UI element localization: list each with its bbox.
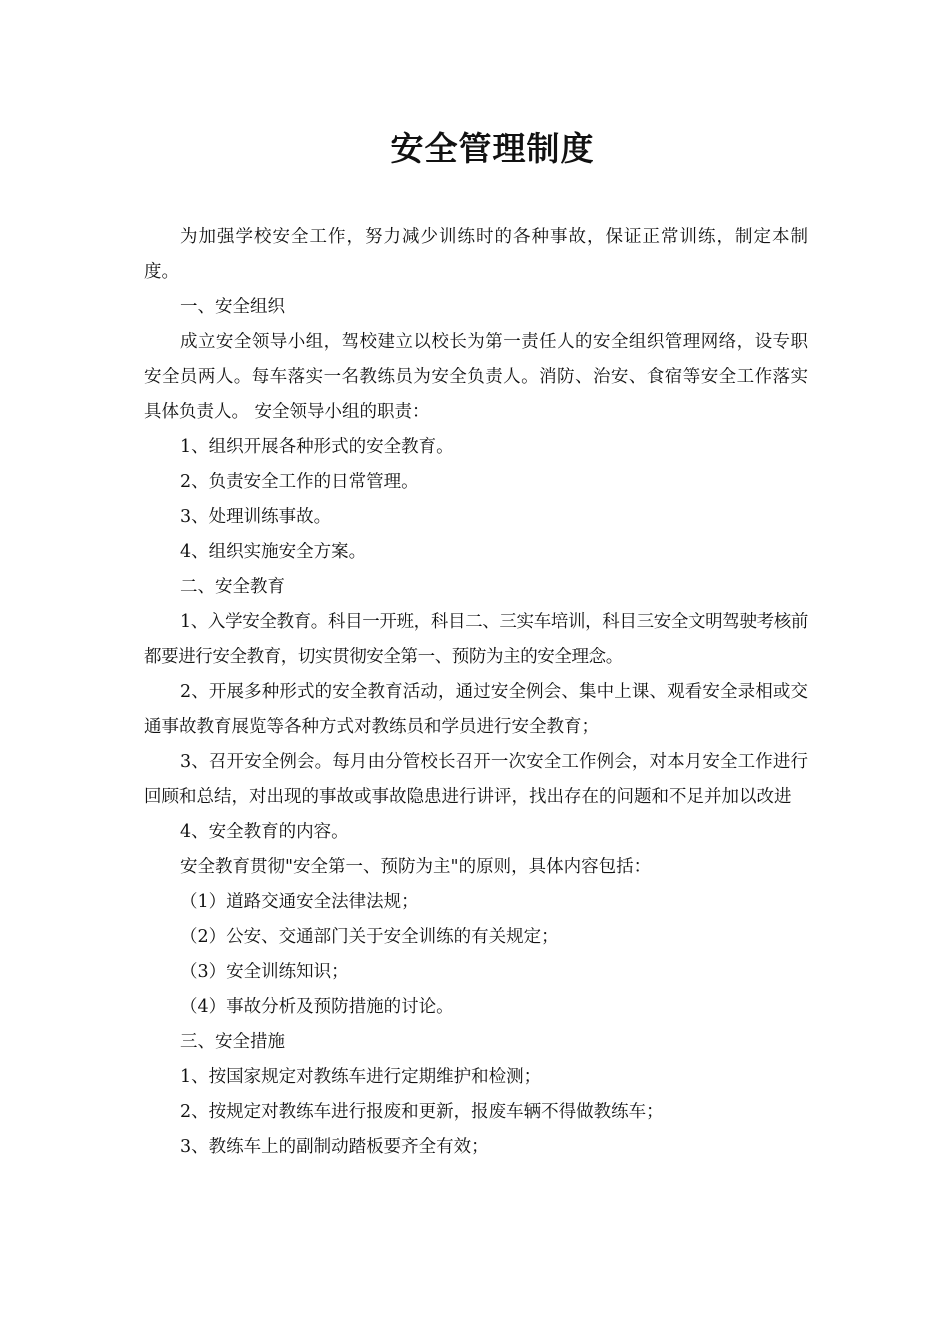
intro-paragraph: 为加强学校安全工作，努力减少训练时的各种事故，保证正常训练，制定本制度。: [144, 227, 808, 282]
education-content-intro: 安全教育贯彻"安全第一、预防为主"的原则，具体内容包括：: [180, 857, 652, 877]
list-item: 2、负责安全工作的日常管理。: [180, 472, 419, 492]
education-paragraph-2: 2、开展多种形式的安全教育活动，通过安全例会、集中上课、观看安全录相或交通事故教育展览等各种方式对教练员和学员进行安全教育；: [144, 682, 808, 737]
list-item: 4、组织实施安全方案。: [180, 542, 367, 562]
list-item: 3、教练车上的副制动踏板要齐全有效；: [180, 1137, 489, 1157]
education-paragraph-1: 1、入学安全教育。科目一开班，科目二、三实车培训，科目三安全文明驾驶考核前都要进行安全教育，切实贯彻安全第一、预防为主的安全理念。: [144, 612, 808, 667]
list-item: （3）安全训练知识；: [180, 962, 349, 982]
list-item: （4）事故分析及预防措施的讨论。: [180, 997, 454, 1017]
list-item: 1、按国家规定对教练车进行定期维护和检测；: [180, 1067, 542, 1087]
list-item: 3、处理训练事故。: [180, 507, 332, 527]
section-heading-education: 二、安全教育: [180, 577, 285, 597]
list-item: （2）公安、交通部门关于安全训练的有关规定；: [180, 927, 559, 947]
list-item: 1、组织开展各种形式的安全教育。: [180, 437, 454, 457]
document-body: [144, 220, 808, 1165]
list-item: 2、按规定对教练车进行报废和更新，报废车辆不得做教练车；: [180, 1102, 664, 1122]
education-paragraph-3: 3、召开安全例会。每月由分管校长召开一次安全工作例会，对本月安全工作进行回顾和总结，对出现的事故或事故隐患进行讲评，找出存在的问题和不足并加以改进: [144, 752, 808, 807]
section-heading-organization: 一、安全组织: [180, 297, 285, 317]
section-heading-measures: 三、安全措施: [180, 1032, 285, 1052]
education-paragraph-4: 4、安全教育的内容。: [180, 822, 349, 842]
document-title: 安全管理制度: [390, 129, 595, 168]
list-item: （1）道路交通安全法律法规；: [180, 892, 419, 912]
organization-paragraph: 成立安全领导小组，驾校建立以校长为第一责任人的安全组织管理网络，设专职安全员两人。每车落实一名教练员为安全负责人。消防、治安、食宿等安全工作落实具体负责人。 安全领导小组的职责：: [144, 332, 808, 422]
